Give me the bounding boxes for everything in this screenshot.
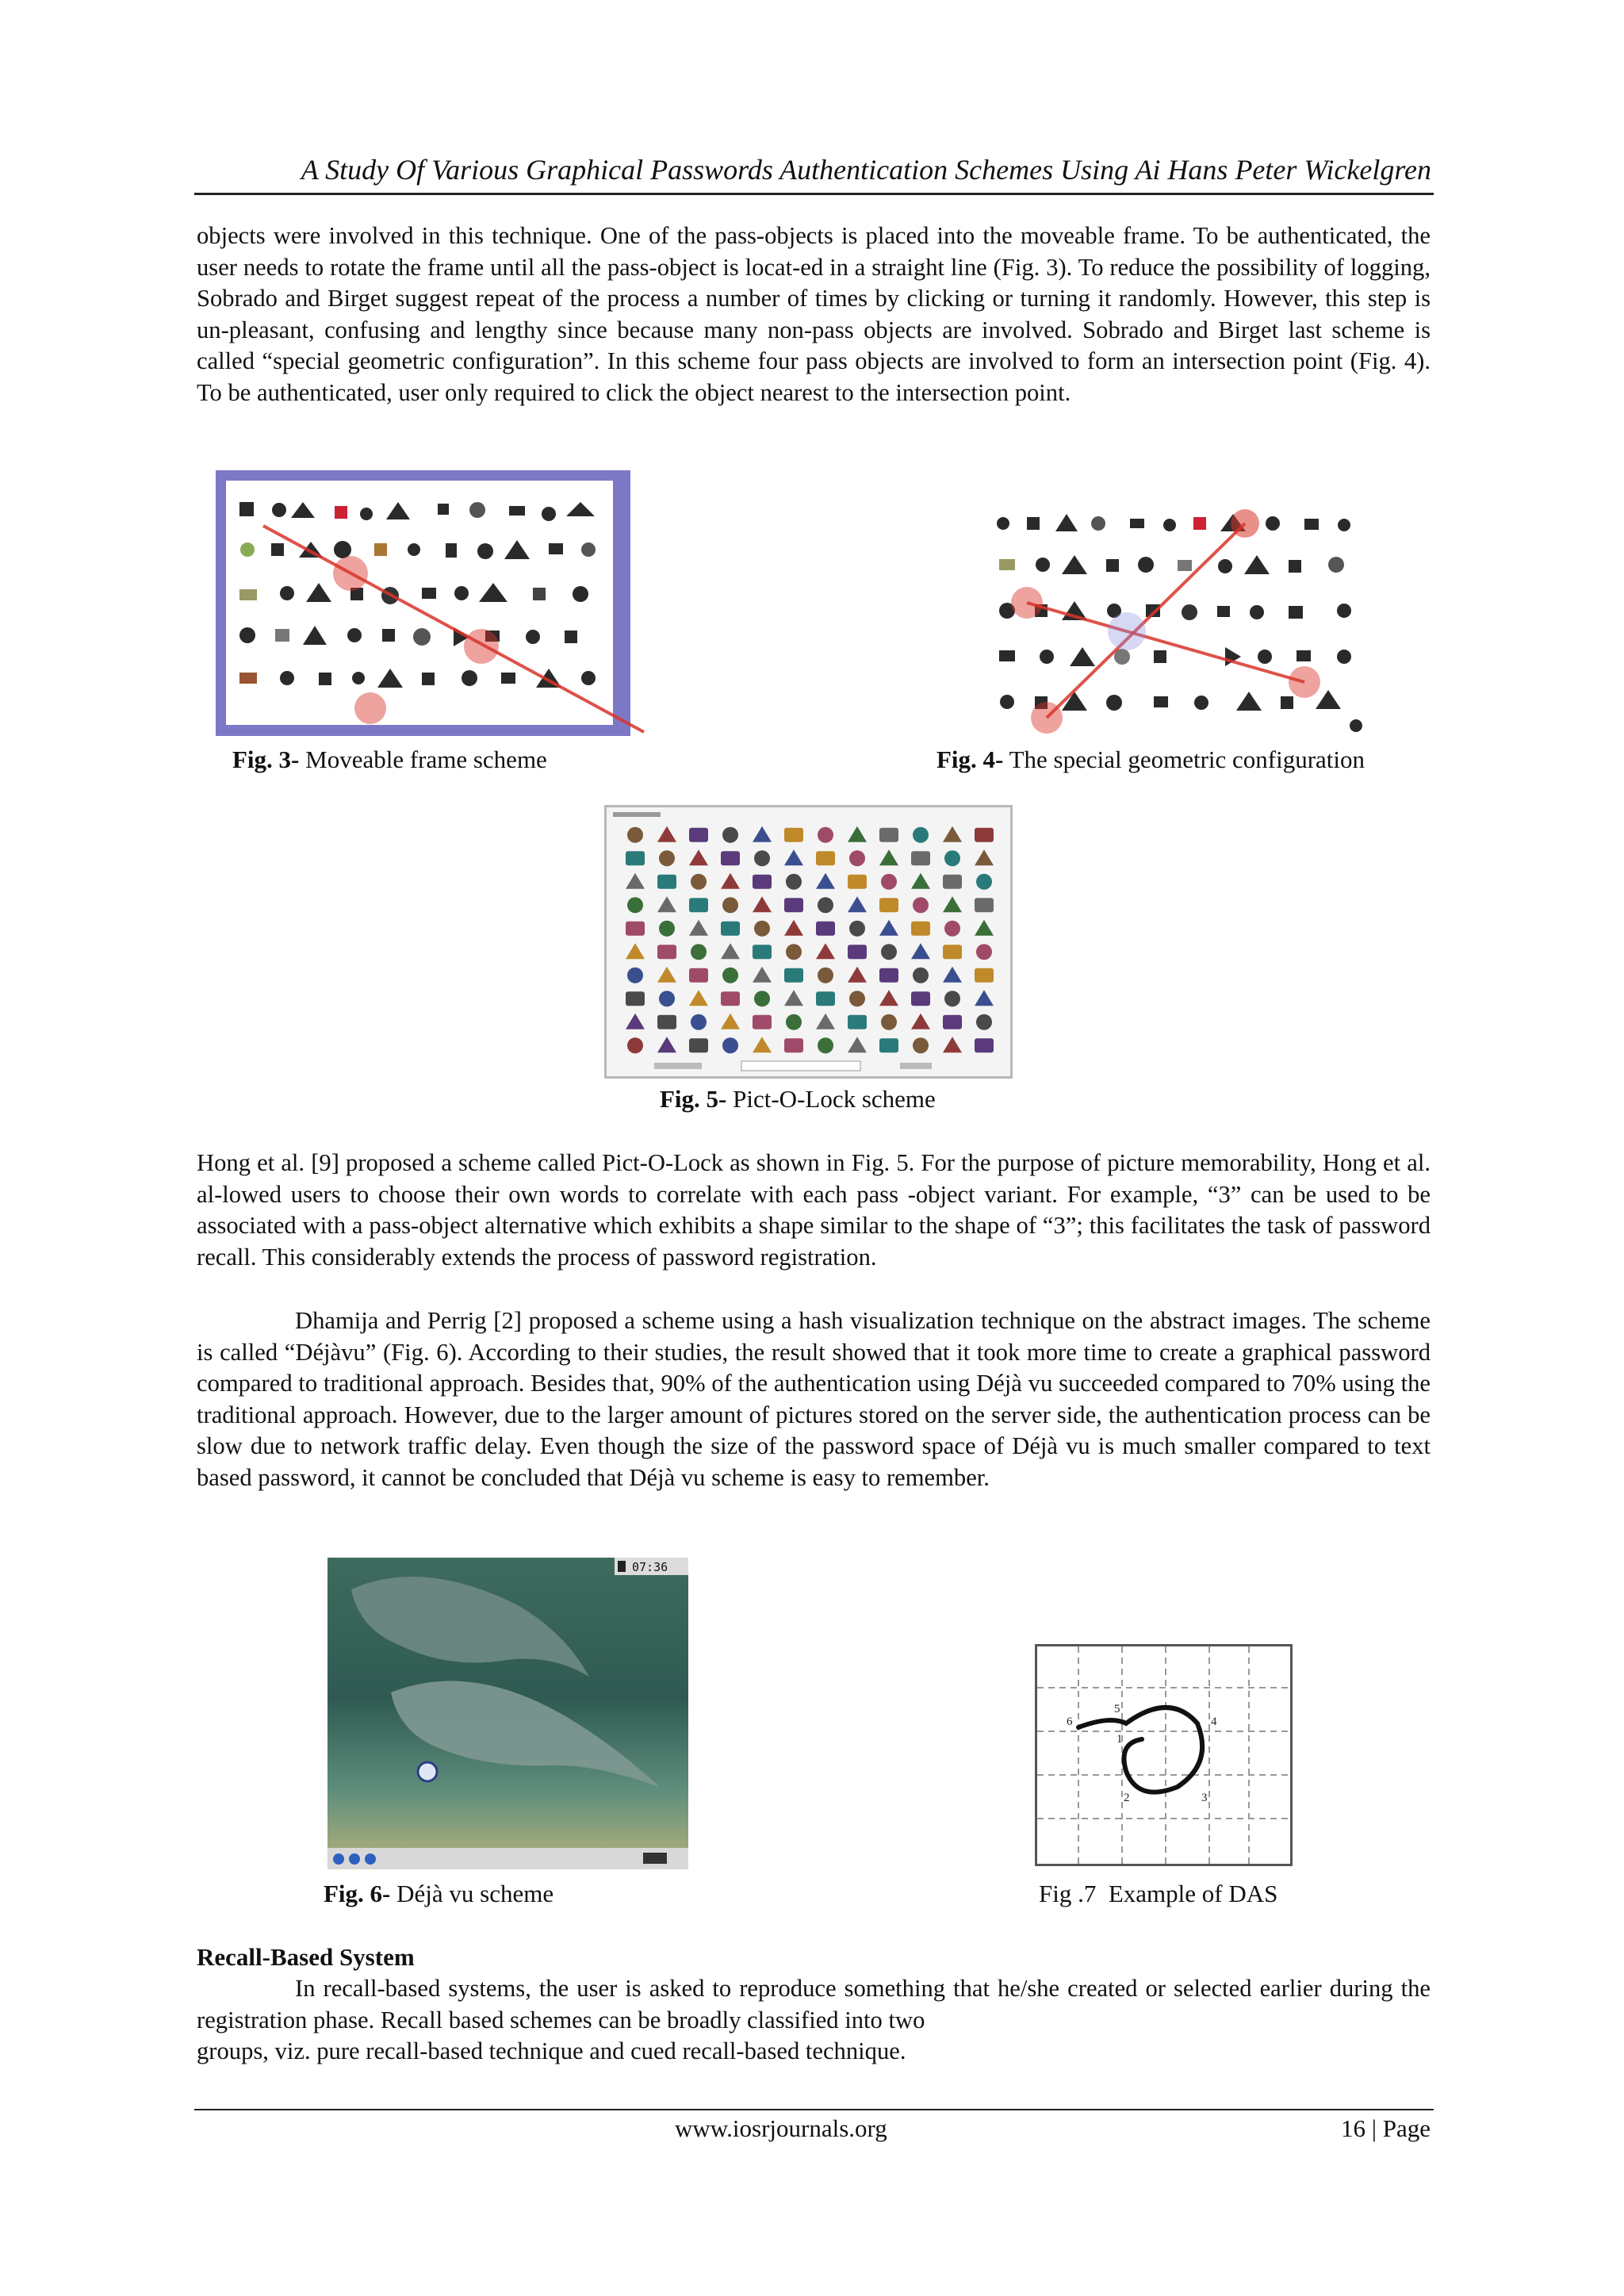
pict-o-lock-object <box>784 968 803 983</box>
pict-o-lock-object <box>816 922 835 936</box>
running-header: A Study Of Various Graphical Passwords Authentication Schemes Using Ai Hans Peter Wickelgren <box>301 154 1431 186</box>
pict-o-lock-object <box>691 874 707 890</box>
body-paragraph-4 <box>197 1973 1431 2036</box>
figure-4-label: Fig. 4- <box>936 746 1004 773</box>
pict-o-lock-object <box>944 921 960 937</box>
pict-o-lock-object <box>691 1014 707 1030</box>
pict-o-lock-object <box>753 945 772 959</box>
pict-o-lock-object <box>975 968 994 983</box>
pict-o-lock-object <box>943 1015 962 1029</box>
pict-o-lock-object <box>659 921 675 937</box>
pict-o-lock-object <box>818 897 833 913</box>
fig4-image <box>987 508 1369 742</box>
figure-3-caption-text: Moveable frame scheme <box>299 746 547 773</box>
pict-o-lock-object <box>689 968 708 983</box>
pict-o-lock-object <box>976 944 992 960</box>
pict-o-lock-object <box>754 921 770 937</box>
pict-o-lock-object <box>754 850 770 866</box>
pict-o-lock-object <box>627 968 643 983</box>
fig3-image <box>216 470 650 736</box>
pict-o-lock-object <box>913 827 929 843</box>
pict-o-lock-object <box>881 1014 897 1030</box>
body-paragraph-4-line1: In recall-based systems, the user is asked to reproduce something that he/she created or selected earlier during the registration phase. Recall based schemes can be broadly classified into two <box>197 1975 1431 2033</box>
pict-o-lock-object <box>689 828 708 842</box>
pict-o-lock-object <box>943 875 962 889</box>
pict-o-lock-object <box>879 828 898 842</box>
pict-o-lock-object <box>848 875 867 889</box>
pict-o-lock-object <box>848 945 867 959</box>
figure-4-geometric-configuration <box>987 508 1369 742</box>
figure-6-deja-vu <box>327 1558 688 1869</box>
figure-5-caption-text: Pict-O-Lock scheme <box>726 1085 936 1113</box>
header-rule <box>194 193 1434 195</box>
pict-o-lock-object <box>722 897 738 913</box>
figure-4-caption-text: The special geometric configuration <box>1003 746 1365 773</box>
footer-rule <box>194 2109 1434 2110</box>
pict-o-lock-object <box>911 851 930 865</box>
pict-o-lock-object <box>626 991 645 1006</box>
pict-o-lock-object <box>913 1037 929 1053</box>
pict-o-lock-object <box>627 1037 643 1053</box>
body-paragraph-4-last-line: groups, viz. pure recall-based technique and cued recall-based technique. <box>197 2037 906 2064</box>
pict-o-lock-object <box>659 991 675 1006</box>
figure-7-caption: Fig .7 Example of DAS <box>1039 1880 1278 1907</box>
pict-o-lock-object <box>722 827 738 843</box>
das-number-3: 3 <box>1201 1792 1208 1804</box>
pict-o-lock-object <box>786 874 802 890</box>
pict-o-lock-object <box>659 850 675 866</box>
pict-o-lock-object <box>816 851 835 865</box>
pict-o-lock-object <box>721 991 740 1006</box>
pict-o-lock-object <box>879 1038 898 1052</box>
das-number-2: 2 <box>1124 1792 1130 1804</box>
fig7-image <box>1035 1644 1293 1866</box>
figure-6-caption <box>324 1880 553 1908</box>
fig6-clock: 07:36 <box>632 1560 668 1574</box>
section-heading-recall-based: Recall-Based System <box>197 1943 415 1971</box>
pict-o-lock-object <box>849 850 865 866</box>
das-number-4: 4 <box>1211 1715 1217 1728</box>
pict-o-lock-object <box>816 991 835 1006</box>
pict-o-lock-object <box>944 850 960 866</box>
pict-o-lock-object <box>722 968 738 983</box>
pict-o-lock-object <box>943 945 962 959</box>
figure-3-moveable-frame <box>216 470 650 736</box>
das-number-1: 1 <box>1116 1733 1123 1746</box>
pict-o-lock-object <box>911 922 930 936</box>
pict-o-lock-object <box>784 828 803 842</box>
figure-7-das-example <box>1035 1644 1293 1866</box>
pict-o-lock-object <box>818 827 833 843</box>
body-paragraph-3 <box>197 1305 1431 1494</box>
pict-o-lock-object <box>689 1038 708 1052</box>
pict-o-lock-object <box>784 1038 803 1052</box>
pict-o-lock-object <box>975 1038 994 1052</box>
pict-o-lock-object <box>975 828 994 842</box>
figure-3-caption <box>232 746 547 774</box>
pict-o-lock-object <box>976 1014 992 1030</box>
pict-o-lock-object <box>657 945 676 959</box>
figure-5-pict-o-lock <box>604 805 1013 1079</box>
pict-o-lock-object <box>911 991 930 1006</box>
pict-o-lock-object <box>849 991 865 1006</box>
pict-o-lock-object <box>753 1015 772 1029</box>
pict-o-lock-object <box>913 897 929 913</box>
figure-4-caption <box>936 746 1365 774</box>
pict-o-lock-object <box>754 991 770 1006</box>
pict-o-lock-object <box>786 1014 802 1030</box>
pict-o-lock-object <box>722 1037 738 1053</box>
pict-o-lock-object <box>721 922 740 936</box>
pict-o-lock-object <box>849 921 865 937</box>
footer-url: www.iosrjournals.org <box>675 2114 887 2142</box>
pict-o-lock-object <box>818 1037 833 1053</box>
figure-5-label: Fig. 5- <box>660 1085 727 1113</box>
pict-o-lock-object <box>786 944 802 960</box>
fig6-image <box>327 1558 688 1869</box>
pict-o-lock-object <box>784 898 803 912</box>
pict-o-lock-object <box>879 968 898 983</box>
pict-o-lock-object <box>975 898 994 912</box>
pict-o-lock-object <box>881 944 897 960</box>
pict-o-lock-object <box>976 874 992 890</box>
pict-o-lock-object <box>657 1015 676 1029</box>
das-number-5: 5 <box>1114 1703 1120 1715</box>
pict-o-lock-object <box>881 874 897 890</box>
pict-o-lock-object <box>626 851 645 865</box>
pict-o-lock-object <box>626 922 645 936</box>
pict-o-lock-object <box>913 968 929 983</box>
pict-o-lock-object <box>691 944 707 960</box>
das-number-6: 6 <box>1067 1715 1073 1728</box>
footer-page-number: 16 | Page <box>1341 2114 1431 2142</box>
pict-o-lock-object <box>848 1015 867 1029</box>
pict-o-lock-object <box>627 827 643 843</box>
figure-3-label: Fig. 3- <box>232 746 300 773</box>
pict-o-lock-object <box>627 897 643 913</box>
fig5-image <box>607 807 1010 1076</box>
figure-5-caption <box>660 1085 936 1114</box>
body-paragraph-3-text: Dhamija and Perrig [2] proposed a scheme using a hash visualization technique on the abstract images. The scheme is called “Déjàvu” (Fig. 6). According to their studies, the result showed that it took more time to create a graphical password compared to traditional approach. Besides that, 90% of the authentication using Déjà vu succeeded compared to 70% using the traditional approach. However, due to the larger amount of pictures stored on the server side, the authentication process can be slow due to network traffic delay. Even though the size of the password space of Déjà vu is much smaller compared to text based password, it cannot be concluded that Déjà vu scheme is easy to remember. <box>197 1307 1431 1491</box>
pict-o-lock-object <box>879 898 898 912</box>
pict-o-lock-object <box>721 851 740 865</box>
body-paragraph-1: objects were involved in this technique. One of the pass-objects is placed into the moveable frame. To be authenticated, the user needs to rotate the frame until all the pass-object is locat-ed in a straight line (Fig. 3). To reduce the possibility of logging, Sobrado and Birget suggest repeat of the process a number of times by clicking or turning it randomly. However, this step is un-pleasant, confusing and lengthy since because many non-pass objects are involved. Sobrado and Birget last scheme is called “special geometric configuration”. In this scheme four pass objects are involved to form an intersection point (Fig. 4). To be authenticated, user only required to click the object nearest to the intersection point. <box>197 222 1431 406</box>
figure-6-label: Fig. 6- <box>324 1880 391 1907</box>
pict-o-lock-object <box>944 991 960 1006</box>
pict-o-lock-object <box>753 875 772 889</box>
pict-o-lock-object <box>689 898 708 912</box>
body-paragraph-2: Hong et al. [9] proposed a scheme called Pict-O-Lock as shown in Fig. 5. For the purpose of picture memorability, Hong et al. al-lowed users to choose their own words to correlate with each pass -object variant. For example, “3” can be used to be associated with a pass-object alternative which exhibits a shape similar to the shape of “3”; this facilitates the task of password recall. This considerably extends the process of password registration. <box>197 1149 1431 1271</box>
figure-6-caption-text: Déjà vu scheme <box>390 1880 554 1907</box>
pict-o-lock-object <box>818 968 833 983</box>
pict-o-lock-object <box>657 875 676 889</box>
